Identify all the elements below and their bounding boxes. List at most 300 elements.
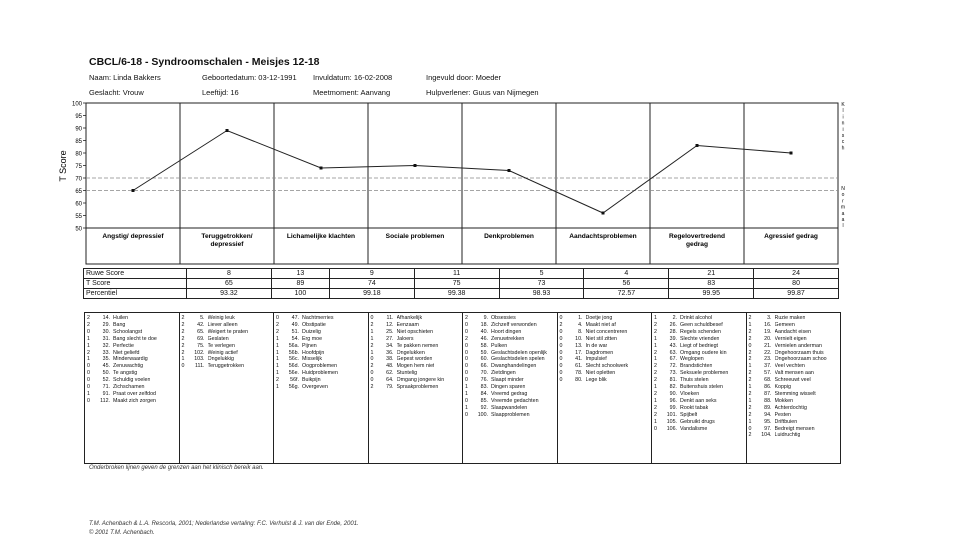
item-score: 0 (465, 349, 468, 356)
item-row (654, 398, 744, 405)
item-number: 30. (102, 328, 110, 335)
item-label: Koppig (774, 384, 791, 391)
item-label: Ongelukken (396, 349, 425, 356)
item-score: 2 (748, 370, 752, 377)
item-number: 49. (291, 321, 299, 328)
item-label: Denkt aan seks (680, 397, 717, 404)
item-score: 2 (748, 404, 752, 411)
item-label: Duizelig (302, 328, 321, 335)
y-tick-label: 50 (75, 226, 82, 233)
item-label: Zietdingen (491, 370, 516, 377)
item-number: 100. (477, 411, 488, 418)
item-number: 18. (480, 321, 488, 328)
item-score: 0 (276, 315, 279, 321)
item-score: 1 (654, 418, 657, 425)
item-score: 2 (748, 356, 752, 363)
item-score: 2 (748, 335, 752, 342)
item-score: 2 (181, 335, 185, 342)
y-tick-label: 100 (71, 101, 82, 108)
item-number: 81. (669, 377, 677, 384)
item-number: 2. (672, 315, 677, 321)
item-row (371, 363, 461, 370)
item-number: 3. (767, 315, 772, 321)
item-row (182, 329, 272, 336)
item-score: 0 (87, 397, 90, 404)
item-score: 0 (654, 425, 657, 432)
item-score: 2 (654, 328, 657, 335)
item-row (182, 315, 272, 322)
item-score: 2 (370, 384, 374, 391)
y-tick-label: 60 (75, 201, 82, 208)
item-row (749, 336, 839, 343)
item-number: 95. (764, 418, 772, 425)
item-score: 1 (465, 390, 468, 397)
item-score: 0 (559, 315, 563, 321)
table-cell: 9 (329, 269, 414, 279)
item-score: 2 (87, 349, 90, 356)
item-number: 36. (386, 349, 394, 356)
item-number: 29. (102, 321, 110, 328)
item-column (368, 313, 463, 463)
item-number: 80. (575, 377, 583, 384)
item-label: Niet geliefd (113, 349, 140, 356)
item-label: Pesten (774, 411, 791, 418)
item-label: Impulsief (585, 356, 607, 363)
table-cell: 8 (187, 269, 272, 279)
item-label: Luidruchtig (774, 432, 801, 439)
item-label: Doetje jong (585, 315, 613, 321)
item-number: 38. (386, 356, 394, 363)
item-number: 88. (764, 397, 772, 404)
item-label: Zichschamen (113, 384, 145, 391)
info-hulpverlener: Hulpverlener: Guus van Nijmegen (426, 88, 539, 97)
item-row (560, 377, 650, 384)
item-label: Teruggetrokken (207, 363, 245, 370)
item-number: 22. (764, 349, 772, 356)
item-score: 1 (654, 356, 657, 363)
item-label: Weigert te praten (207, 328, 249, 335)
item-row (560, 370, 650, 377)
item-number: 41. (575, 356, 583, 363)
item-row (654, 315, 744, 322)
row-label: T Score (84, 279, 187, 289)
item-row (749, 391, 839, 398)
item-score: 1 (370, 349, 374, 356)
item-label: Schuldig voelen (113, 377, 151, 384)
item-score: 2 (181, 328, 185, 335)
item-score: 0 (559, 328, 563, 335)
item-score: 0 (748, 425, 752, 432)
item-number: 82. (669, 384, 677, 391)
item-score: 0 (87, 328, 90, 335)
item-score: 1 (87, 356, 90, 363)
item-row (182, 322, 272, 329)
category-label: Aandachtsproblemen (569, 233, 637, 240)
item-score: 2 (654, 370, 657, 377)
item-column (746, 313, 841, 463)
item-score: 0 (87, 370, 90, 377)
item-row (87, 356, 177, 363)
item-score: 0 (465, 328, 468, 335)
category-label: Regelovertredend gedrag (668, 233, 726, 248)
item-score: 1 (87, 335, 90, 342)
item-row (654, 356, 744, 363)
item-number: 12. (386, 321, 394, 328)
item-label: Geen schuldbesef (680, 321, 723, 328)
data-point (320, 167, 323, 170)
item-label: Spijbelt (680, 411, 698, 418)
item-number: 31. (102, 335, 110, 342)
item-number: 34. (386, 342, 394, 349)
item-score: 1 (654, 315, 657, 321)
item-row (654, 336, 744, 343)
item-label: Stemming wisselt (774, 390, 816, 397)
item-row (654, 350, 744, 357)
info-geslacht: Geslacht: Vrouw (89, 88, 144, 97)
item-score: 2 (654, 321, 657, 328)
item-row (182, 363, 272, 370)
item-label: Slaapt minder (491, 377, 524, 384)
item-score: 1 (748, 418, 752, 425)
item-number: 75. (197, 342, 205, 349)
item-label: Vloeken (680, 390, 700, 397)
item-number: 46. (480, 335, 488, 342)
info-invuldatum: Invuldatum: 16-02-2008 (313, 73, 393, 82)
item-row (654, 363, 744, 370)
item-score: 0 (559, 356, 563, 363)
item-label: Ongehoorzaam schoo (774, 356, 827, 363)
item-number: 61. (575, 363, 583, 370)
item-label: Spraakproblemen (396, 384, 439, 391)
item-row (749, 343, 839, 350)
info-leeftijd: Leeftijd: 16 (202, 88, 239, 97)
y-axis-label: T Score (58, 150, 68, 182)
item-number: 11. (386, 315, 394, 321)
item-row (276, 370, 366, 377)
item-score: 2 (748, 315, 752, 321)
y-tick-label: 85 (75, 139, 82, 145)
item-number: 56e. (288, 370, 299, 377)
item-column (651, 313, 746, 463)
item-score: 2 (559, 321, 563, 328)
item-row (749, 419, 839, 426)
item-score: 2 (181, 342, 185, 349)
item-number: 13. (575, 342, 583, 349)
item-score: 0 (465, 342, 468, 349)
items-grid (84, 312, 841, 464)
table-cell: 56 (584, 279, 669, 289)
table-cell: 89 (271, 279, 329, 289)
item-number: 70. (480, 370, 488, 377)
item-label: Pulken (491, 342, 508, 349)
item-score: 1 (465, 384, 468, 391)
item-label: Niet opletten (585, 370, 616, 377)
item-score: 0 (465, 356, 468, 363)
item-number: 63. (669, 349, 677, 356)
item-row (465, 377, 555, 384)
item-row (371, 350, 461, 357)
category-label: Angstig/ depressief (102, 233, 164, 240)
item-number: 9. (483, 315, 488, 321)
item-score: 2 (370, 363, 374, 370)
y-tick-label: 70 (75, 176, 82, 183)
item-label: Vreemde gedachten (491, 397, 539, 404)
table-cell: 5 (499, 269, 584, 279)
item-number: 28. (669, 328, 677, 335)
item-label: Te verlegen (207, 342, 235, 349)
item-row (87, 336, 177, 343)
item-number: 92. (480, 404, 488, 411)
item-score: 1 (748, 384, 752, 391)
item-number: 48. (386, 363, 394, 370)
table-row (84, 269, 839, 279)
item-score: 1 (748, 397, 752, 404)
item-number: 16. (764, 321, 772, 328)
item-label: Mogen hem niet (396, 363, 435, 370)
item-number: 99. (669, 404, 677, 411)
item-number: 56c. (288, 356, 299, 363)
item-row (87, 363, 177, 370)
table-cell: 99.18 (329, 289, 414, 299)
item-row (276, 350, 366, 357)
item-row (749, 384, 839, 391)
item-label: Overgeven (302, 384, 328, 391)
item-score: 2 (748, 349, 752, 356)
item-score: 2 (370, 342, 374, 349)
table-cell: 4 (584, 269, 669, 279)
item-number: 45. (102, 363, 110, 370)
item-score: 0 (559, 377, 563, 384)
info-ingevuld-door: Ingevuld door: Moeder (426, 73, 502, 82)
item-number: 56b. (288, 349, 299, 356)
item-number: 56d. (288, 363, 299, 370)
item-number: 23. (764, 356, 772, 363)
item-label: Misselijk (302, 356, 323, 363)
item-column (179, 313, 274, 463)
data-point (790, 152, 793, 155)
item-score: 2 (654, 363, 657, 370)
item-label: Slaapwandelen (491, 404, 528, 411)
item-label: Weinig actief (207, 349, 238, 356)
item-number: 27. (386, 335, 394, 342)
item-number: 56a. (288, 342, 299, 349)
item-number: 54. (291, 335, 299, 342)
item-label: Vernielen anderman (774, 342, 822, 349)
item-label: Vreemd gedrag (491, 390, 528, 397)
item-score: 2 (87, 315, 90, 321)
item-number: 106. (666, 425, 677, 432)
item-row (465, 336, 555, 343)
item-row (87, 315, 177, 322)
table-cell: 100 (271, 289, 329, 299)
item-column (85, 313, 179, 463)
y-tick-label: 75 (75, 164, 82, 170)
item-row (560, 329, 650, 336)
y-tick-label: 80 (75, 151, 82, 158)
item-number: 71. (102, 384, 110, 391)
item-label: Omgang jongere kin (396, 377, 445, 384)
item-score: 2 (748, 377, 752, 384)
item-row (560, 322, 650, 329)
item-number: 72. (669, 363, 677, 370)
item-label: Bedreigt mensen (774, 425, 815, 432)
item-score: 2 (87, 321, 90, 328)
item-number: 21. (764, 342, 772, 349)
item-number: 10. (575, 335, 583, 342)
data-point (602, 212, 605, 215)
item-score: 1 (370, 328, 374, 335)
item-label: Erg moe (302, 335, 323, 342)
item-row (749, 363, 839, 370)
item-number: 111. (194, 363, 205, 370)
item-label: Zenuwtrekken (491, 335, 525, 342)
item-row (560, 343, 650, 350)
item-row (560, 336, 650, 343)
item-label: Drinkt alcohol (680, 315, 713, 321)
item-label: Aandacht eisen (774, 328, 812, 335)
table-row (84, 279, 839, 289)
item-row (654, 322, 744, 329)
item-number: 32. (102, 342, 110, 349)
item-score: 2 (370, 321, 374, 328)
item-label: Weinig leuk (207, 315, 235, 321)
item-row (654, 343, 744, 350)
item-score: 1 (181, 356, 185, 363)
item-score: 0 (748, 342, 752, 349)
item-score: 2 (276, 328, 279, 335)
item-row (87, 329, 177, 336)
item-score: 2 (654, 404, 657, 411)
item-label: Geslachtsdelen openlijk (491, 349, 547, 356)
data-point (414, 164, 417, 167)
item-label: Gepest worden (396, 356, 433, 363)
item-label: Thuis stelen (680, 377, 709, 384)
table-cell: 11 (414, 269, 499, 279)
item-label: Geslaten (207, 335, 229, 342)
item-score: 0 (465, 377, 468, 384)
row-label: Ruwe Score (84, 269, 187, 279)
item-label: Dingen sparen (491, 384, 526, 391)
item-number: 65. (197, 328, 205, 335)
item-number: 40. (480, 328, 488, 335)
item-row (87, 343, 177, 350)
item-number: 94. (764, 411, 772, 418)
item-number: 35. (102, 356, 110, 363)
item-score: 2 (465, 335, 468, 342)
item-number: 43. (669, 342, 677, 349)
item-label: Vandalisme (680, 425, 708, 432)
item-label: Zenuwachtig (113, 363, 144, 370)
item-number: 8. (578, 328, 583, 335)
page-title: CBCL/6-18 - Syndroomschalen - Meisjes 12-18 (89, 56, 320, 68)
item-score: 1 (276, 363, 279, 370)
category-label: Sociale problemen (385, 233, 445, 240)
item-label: Ongelukkig (207, 356, 234, 363)
item-score: 1 (276, 335, 279, 342)
item-label: Eenzaam (396, 321, 419, 328)
item-number: 89. (764, 404, 772, 411)
item-score: 1 (654, 342, 657, 349)
item-label: Schreeuwt veel (774, 377, 811, 384)
table-cell: 75 (414, 279, 499, 289)
item-label: Obsessies (491, 315, 516, 321)
item-number: 5. (200, 315, 205, 321)
item-row (560, 363, 650, 370)
item-column (273, 313, 368, 463)
item-label: Slaapproblemen (491, 411, 530, 418)
item-number: 59. (480, 349, 488, 356)
item-row (276, 343, 366, 350)
item-number: 52. (102, 377, 110, 384)
footer-copyright: © 2001 T.M. Achenbach. (89, 530, 155, 536)
item-row (654, 405, 744, 412)
table-cell: 74 (329, 279, 414, 289)
item-score: 1 (276, 356, 279, 363)
scores-table (83, 268, 839, 299)
item-number: 105. (666, 418, 677, 425)
info-meetmoment: Meetmoment: Aanvang (313, 88, 391, 97)
item-number: 56g. (288, 384, 299, 391)
info-naam: Naam: Linda Bakkers (89, 73, 161, 82)
item-row (749, 315, 839, 322)
item-label: Veel vechten (774, 363, 805, 370)
item-row (654, 384, 744, 391)
item-row (749, 426, 839, 433)
table-cell: 13 (271, 269, 329, 279)
item-label: Dagdromen (585, 349, 614, 356)
item-number: 33. (102, 349, 110, 356)
item-row (465, 356, 555, 363)
item-row (654, 329, 744, 336)
item-number: 73. (669, 370, 677, 377)
item-number: 37. (764, 363, 772, 370)
item-row (465, 315, 555, 322)
item-score: 2 (748, 328, 752, 335)
item-label: Te pakken nemen (396, 342, 439, 349)
item-label: Ruzie maken (774, 315, 806, 321)
item-row (276, 363, 366, 370)
item-number: 112. (100, 397, 110, 404)
item-label: Oogproblemen (302, 363, 338, 370)
item-number: 66. (480, 363, 488, 370)
item-number: 84. (480, 390, 488, 397)
item-score: 1 (370, 335, 374, 342)
row-label: Percentiel (84, 289, 187, 299)
item-label: Hoort dingen (491, 328, 522, 335)
item-row (182, 343, 272, 350)
item-number: 42. (197, 321, 205, 328)
note-text: Onderbroken lijnen geven de grenzen aan het klinisch bereik aan. (89, 465, 264, 471)
item-number: 76. (480, 377, 488, 384)
region-label: N o r m a a l (840, 186, 846, 230)
table-cell: 24 (754, 269, 839, 279)
item-score: 1 (87, 342, 90, 349)
table-cell: 99.95 (669, 289, 754, 299)
item-label: Te angstig (113, 370, 138, 377)
table-cell: 99.87 (754, 289, 839, 299)
item-number: 19. (764, 328, 772, 335)
item-score: 1 (654, 335, 657, 342)
item-score: 0 (559, 342, 563, 349)
item-column (462, 313, 557, 463)
item-row (560, 356, 650, 363)
item-label: In de war (585, 342, 608, 349)
item-label: Gebruikt drugs (680, 418, 715, 425)
footer-citation: T.M. Achenbach & L.A. Rescorla, 2001; Nederlandse vertaling: F.C. Verhulst & J. van der Ende, 2001. (89, 521, 359, 527)
item-number: 57. (764, 370, 772, 377)
item-row (87, 370, 177, 377)
item-row (465, 329, 555, 336)
